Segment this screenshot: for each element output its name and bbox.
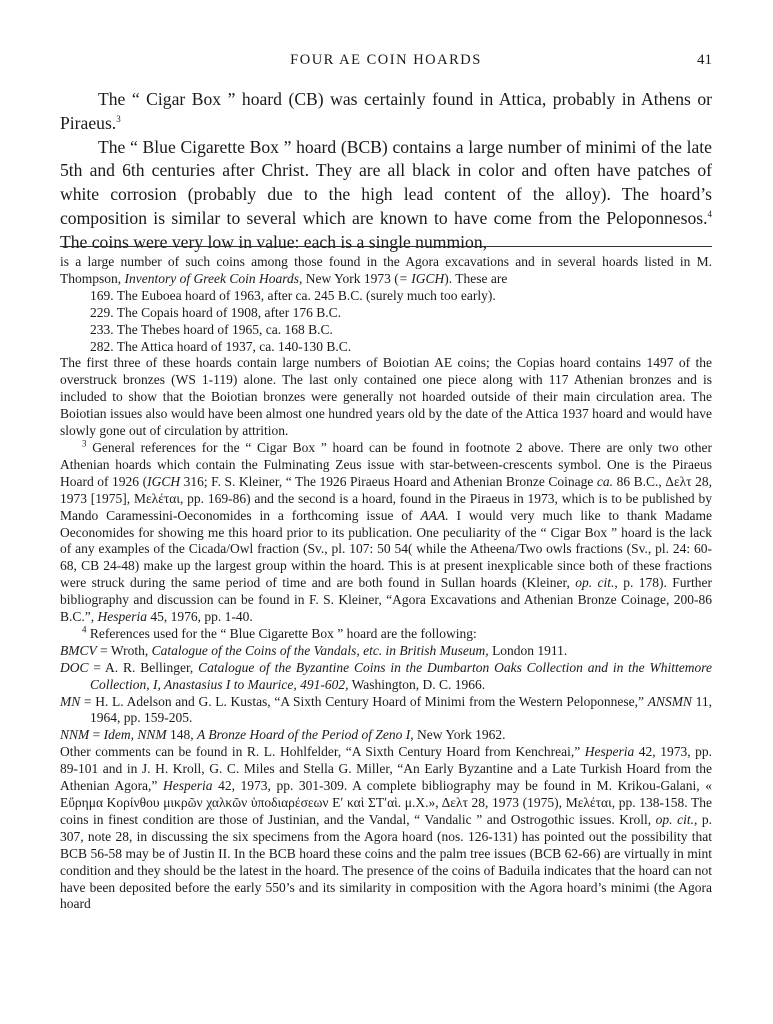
- body-paragraph: The “ Cigar Box ” hoard (CB) was certainly found in Attica, probably in Athens or Piraeus.$^3$: [60, 89, 712, 133]
- body-paragraph: The “ Blue Cigarette Box ” hoard (BCB) contains a large number of minimi of the late 5th and 6th centuries after Christ. They are all black in color and often have patches of white corrosion (probably due to the high lead content of the alloy). The hoard’s composition is similar to several which are known to have come from the Peloponnesos.$^4$ The coins were very low in value: each is a single nummion,: [60, 136, 712, 252]
- footnote-2-paragraph: The first three of these hoards contain large numbers of Boiotian AE coins; the Copias hoard contains 1497 of the overstruck bronzes (WS 1-119) alone. The last only contained one piece along with 117 Athenian bronzes and is included to show that the Boiotian bronzes were generally not hoarded outside of their main circulation area. The Boiotian issues also would have been almost one hundred years old by the date of the Attica 1937 hoard and would have slowly gone out of circulation by attrition.: [60, 355, 712, 439]
- footnote-marker[interactable]: 3: [116, 113, 121, 124]
- page-number: 41: [697, 52, 712, 68]
- running-title: FOUR AE COIN HOARDS: [290, 52, 482, 68]
- footnote-4-intro: $^4$ References used for the “ Blue Cigarette Box ” hoard are the following:: [82, 624, 477, 641]
- reference-entry: NNM = Idem, NNM 148, A Bronze Hoard of the Period of Zeno I, New York 1962.: [60, 727, 506, 743]
- page-header: [60, 52, 712, 76]
- hoard-list-item: 229. The Copais hoard of 1908, after 176 B.C.: [90, 304, 341, 320]
- reference-entry: BMCV = Wroth, Catalogue of the Coins of the Vandals, etc. in British Museum, London 1911.: [60, 642, 568, 658]
- footnote-3: $^3$ General references for the “ Cigar Box ” hoard can be found in footnote 2 above. There are only two other Athenian hoards which contain the Fulminating Zeus issue with star-between-crescents symbol. One is the Piraeus Hoard of 1926 (IGCH 316; F. S. Kleiner, “ The 1926 Piraeus Hoard and Athenian Bronze Coinage ca. 86 B.C., Δελτ 28, 1973 [1975], Μελέται, pp. 169-86) and the second is a hoard, found in the Piraeus in 1973, which is to be published by Mando Caramessini-Oeconomides in a forthcoming issue of AAA. I would very much like to thank Madame Oeconomides for showing me this hoard prior to its publication. One peculiarity of the “ Cigar Box ” hoard is the lack of any examples of the Cicada/Owl fraction (Sv., pl. 107: 50 54( while the Atheena/Two owls fractions (Sv., pl. 24: 60-68, CB 24-48) make up the largest group within the hoard. This is at present inexplicable since both of these fractions were struck during the same period of time and are both found in Sullan hoards (Kleiner, op. cit., p. 178). Further bibliography and discussion can be found in F. S. Kleiner, “Agora Excavations and Athenian Bronze Coinage, 200-86 B.C.”, Hesperia 45, 1976, pp. 1-40.: [60, 438, 712, 625]
- main-text: [60, 88, 712, 255]
- footnote-4-paragraph: Other comments can be found in R. L. Hohlfelder, “A Sixth Century Hoard from Kenchreai,” Hesperia 42, 1973, pp. 89-101 and in J. H. Kroll, G. C. Miles and Stella G. Miller, “An Early Byzantine and a Late Turkish Hoard from the Athenian Agora,” Hesperia 42, 1973, pp. 301-309. A complete bibliography may be found in M. Krikou-Galani, « Εὕρημα Κορίνθου μικρῶν χαλκῶν ὑποδιαρέσεων Εʹ καὶ ΣΤʹαὶ. μ.Χ.», Δελτ 28, 1973 (1975), Μελέται, pp. 138-158. The coins in finest condition are those of Justinian, and the Vandal, “ Vandalic ” and Ostrogothic issues. Kroll, op. cit., p. 307, note 28, in discussing the six specimens from the Agora hoard (nos. 126-131) has pointed out the possibility that BCB 56-58 may be of Justin II. In the BCB hoard these coins and the palm tree issues (BCB 62-66) are virtually in mint condition and they should be the latest in the hoard. The presence of the coins of Baduila indicates that the hoard can not have been deposited before the early 550’s and its similarity in composition with the Agora hoard’s minimi (the Agora hoard: [60, 744, 713, 912]
- hoard-list-item: 169. The Euboea hoard of 1963, after ca. 245 B.C. (surely much too early).: [90, 287, 496, 303]
- footnote-number: 4: [82, 624, 87, 635]
- hoard-list-item: 233. The Thebes hoard of 1965, ca. 168 B.C.: [90, 321, 333, 337]
- reference-entry: DOC = A. R. Bellinger, Catalogue of the Byzantine Coins in the Dumbarton Oaks Collection and in the Whittemore Collection, I, Anastasius I to Maurice, 491-602, Washington, D. C. 1966.: [60, 659, 712, 692]
- footnote-marker[interactable]: 4: [707, 209, 712, 220]
- hoard-list-item: 282. The Attica hoard of 1937, ca. 140-130 B.C.: [90, 338, 352, 354]
- reference-entry: MN = H. L. Adelson and G. L. Kustas, “A Sixth Century Hoard of Minimi from the Western Peloponnese,” ANSMN 11, 1964, pp. 159-205.: [60, 693, 713, 726]
- footnote-divider: [60, 246, 712, 247]
- footnote-2-continuation: is a large number of such coins among those found in the Agora excavations and in several hoards listed in M. Thompson, Inventory of Greek Coin Hoards, New York 1973 (= IGCH). These are: [60, 254, 712, 286]
- footnotes: [60, 254, 712, 913]
- footnote-number: 3: [82, 438, 87, 449]
